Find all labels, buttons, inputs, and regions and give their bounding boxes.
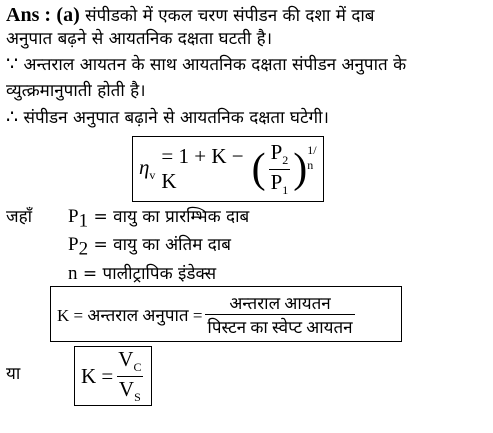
answer-line-4: व्युत्क्रमानुपाती होती है। <box>6 81 146 101</box>
answer-line-1 <box>6 4 375 27</box>
answer-label: Ans : <box>6 4 52 26</box>
definitions <box>6 205 249 286</box>
clearance-fraction: $\frac{\text{अन्तराल आयतन}}{\text{पिस्टन का स्वेप्ट आयतन}}$ <box>207 293 353 337</box>
answer-option: (a) <box>56 4 80 26</box>
volume-fraction: $\frac{V_C}{V_S}$ <box>118 347 142 404</box>
answer-line-3 <box>6 54 406 76</box>
answer-text-1: संपीडको में एकल चरण संपीडन की दशा में दाब <box>85 6 375 26</box>
pressure-ratio: $\frac{P_2}{P_1}$ <box>270 140 289 197</box>
eta-symbol: $\eta_v$ <box>139 154 156 183</box>
clearance-ratio-equation <box>50 286 402 342</box>
definition-p2: $P_2$ = वायु का अंतिम दाब <box>68 234 231 260</box>
equation2-lhs: K = अन्तराल अनुपात = <box>57 305 203 325</box>
equation3-lhs: K = <box>81 363 114 388</box>
volume-ratio-equation <box>74 346 152 406</box>
definition-p1: $P_1$ = वायु का प्रारम्भिक दाब <box>68 206 250 232</box>
equation1-terms: = 1 + K − K <box>161 144 244 193</box>
therefore-symbol: ∴ <box>6 107 19 128</box>
because-symbol: ∵ <box>6 54 19 75</box>
definitions-intro: जहाँ <box>6 207 33 227</box>
answer-line-5 <box>6 107 329 129</box>
equation3-intro: या <box>6 364 21 384</box>
answer-text-3: अन्तराल आयतन के साथ आयतनिक दक्षता संपीडन अनुपात के <box>23 55 407 75</box>
answer-text-5: संपीडन अनुपात बढ़ाने से आयतनिक दक्षता घटेगी। <box>23 108 329 128</box>
answer-line-2: अनुपात बढ़ने से आयतनिक दक्षता घटती है। <box>6 29 273 49</box>
volumetric-efficiency-equation: $\eta_v$ = 1 + K − K ( $\frac{P_2}{P_1}$ ) 1/ n <box>132 136 324 202</box>
equation1-exponent: 1/ n <box>307 143 317 172</box>
definition-n: n = पालीट्रापिक इंडेक्स <box>68 262 217 284</box>
